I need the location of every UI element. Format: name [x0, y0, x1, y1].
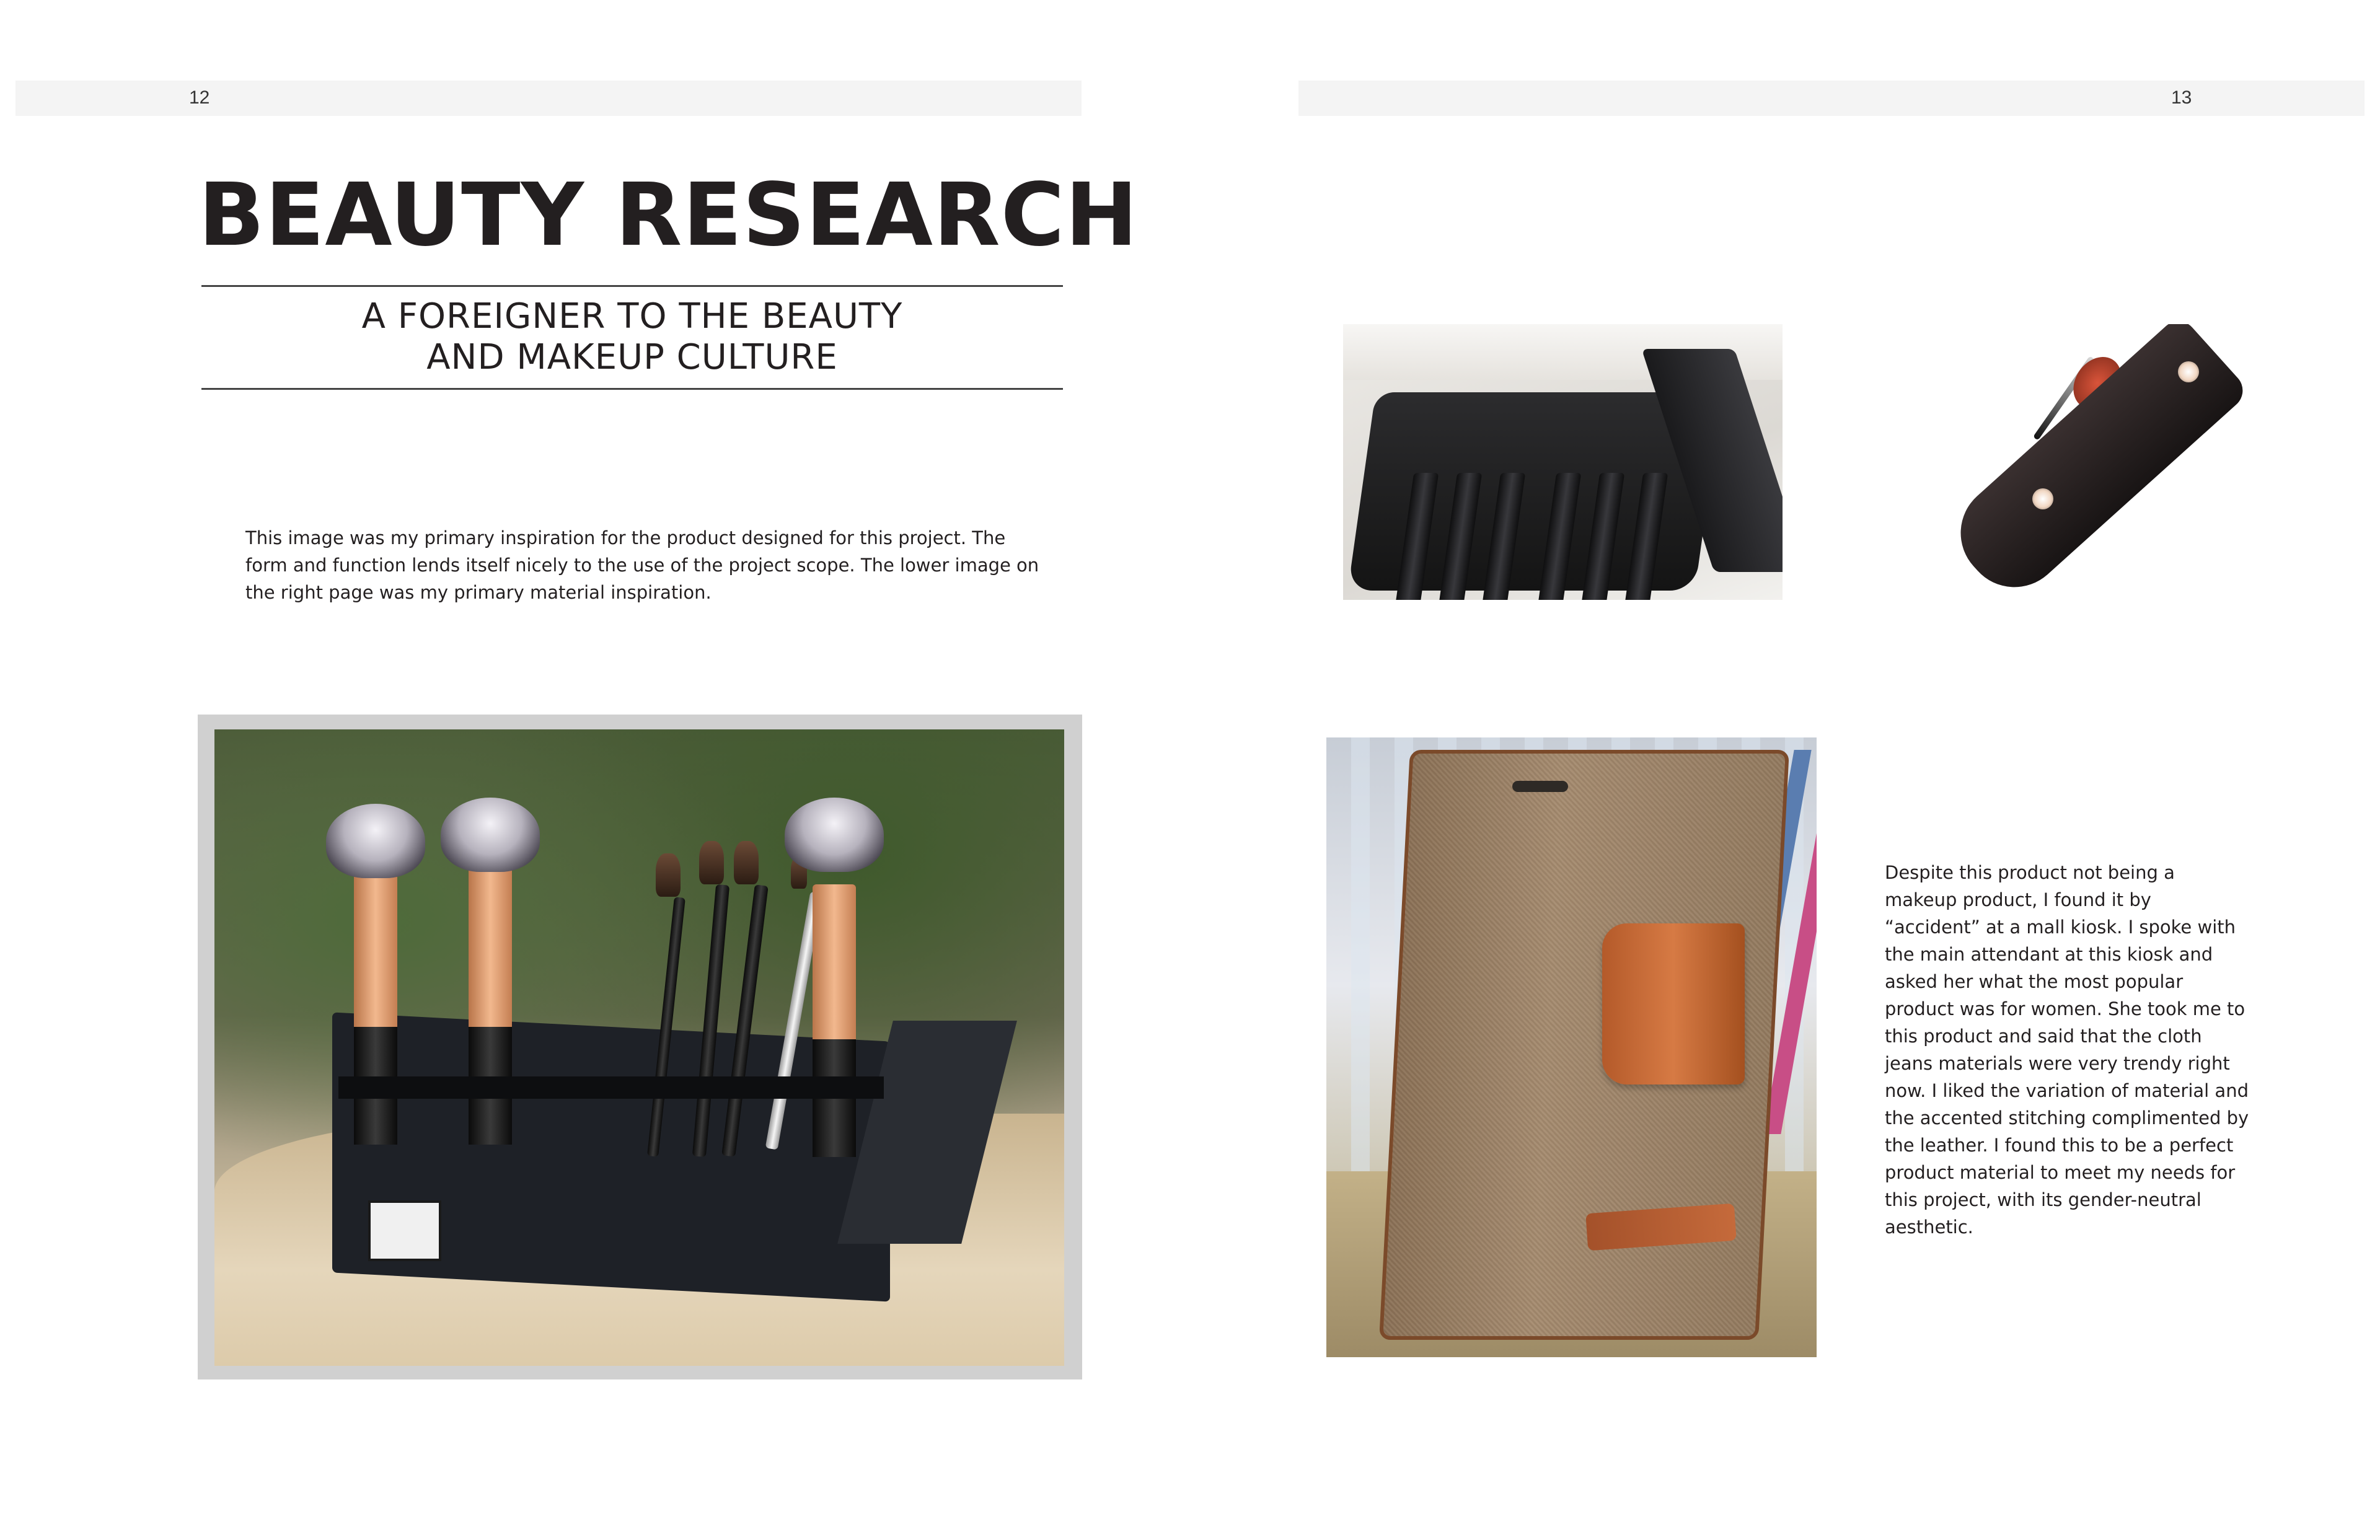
right-page-header-bar — [1298, 81, 2365, 116]
photo-brush-head-5 — [734, 841, 759, 884]
photo-elastic-band — [338, 1076, 884, 1099]
material-description-paragraph: Despite this product not being a makeup product, I found it by “accident” at a mall kiosk. I spoke with the main attendant at this kiosk and asked her what the most popular product was for women. She took me to this product and said that the cloth jeans materials were very trendy right now. I liked the variation of material and the accented stitching complimented by the leather. I found this to be a perfect product material to meet my needs for this project, with its gender-neutral aesthetic. — [1885, 862, 2249, 1238]
title-divider-top — [201, 285, 1063, 287]
photo-snap-button-bottom — [2032, 488, 2053, 509]
photo-brush-2 — [469, 866, 512, 1145]
left-page-header-bar — [15, 81, 1082, 116]
photo-brush-head-3 — [656, 853, 681, 897]
photo-brush-head-2 — [441, 798, 540, 872]
photo-brush-7 — [813, 884, 856, 1157]
right-page-number: 13 — [2171, 87, 2192, 108]
brush-holder-photo — [214, 729, 1064, 1366]
page-title: BEAUTY RESEARCH — [198, 165, 1139, 266]
photo-brush-head-1 — [326, 804, 425, 878]
left-page-number: 12 — [189, 87, 210, 108]
photo-camera-cutout — [1512, 781, 1568, 792]
subtitle-line-1: A FOREIGNER TO THE BEAUTY — [361, 296, 903, 337]
page-subtitle — [201, 296, 1063, 378]
subtitle-line-2: AND MAKEUP CULTURE — [426, 337, 838, 377]
title-divider-bottom — [201, 388, 1063, 390]
intro-paragraph: This image was my primary inspiration for the product designed for this project. The form and function lends itself nicely to the use of the project scope. The lower image on the right page was my primary material inspiration. — [245, 527, 1039, 603]
photo-snap-button-top — [2178, 361, 2199, 382]
diagonal-pouch-photo — [1918, 324, 2252, 609]
photo-leather-strap — [1602, 923, 1745, 1085]
photo-brush-1 — [354, 872, 397, 1145]
open-case-photo — [1343, 324, 1783, 600]
photo-brand-tag — [368, 1200, 441, 1261]
photo-brush-head-4 — [699, 841, 724, 884]
phone-wallet-photo — [1326, 737, 1817, 1357]
photo-brush-head-7 — [785, 798, 884, 872]
